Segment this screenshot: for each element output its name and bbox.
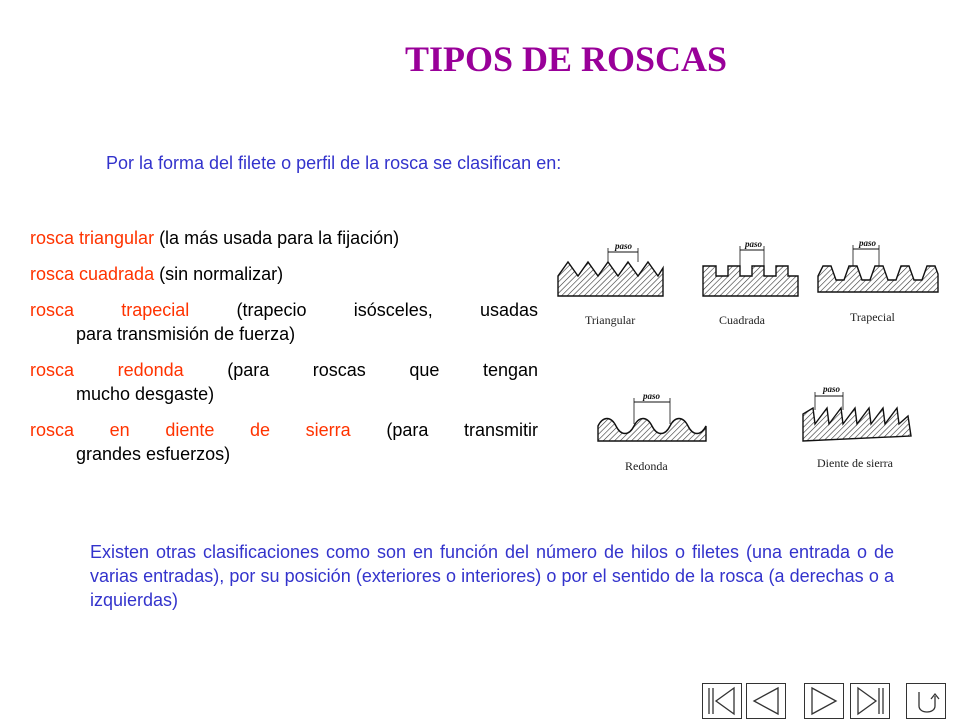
paso-label: paso: [823, 384, 841, 394]
item-description-continued: para transmisión de fuerza): [76, 324, 296, 344]
slide-navigation-bar: [702, 683, 950, 719]
paso-label: paso: [745, 239, 763, 249]
item-keyword: rosca trapecial: [30, 300, 190, 320]
caption-cuadrada: Cuadrada: [719, 313, 765, 327]
list-item: [30, 262, 538, 286]
buttress-profile: [803, 384, 911, 470]
item-description-continued: grandes esfuerzos): [76, 444, 231, 464]
item-description: (trapecio isósceles, usadas: [189, 300, 538, 320]
square-profile: [703, 239, 798, 327]
paso-label: paso: [643, 391, 661, 401]
list-item: [30, 226, 538, 250]
thread-type-list: [30, 226, 538, 466]
next-slide-icon: [805, 684, 843, 718]
list-item: [30, 298, 538, 322]
round-profile: [598, 391, 706, 473]
paso-label: paso: [859, 238, 877, 248]
paso-label: paso: [615, 241, 633, 251]
return-icon: [907, 684, 945, 718]
return-button[interactable]: [906, 683, 946, 719]
caption-redonda: Redonda: [625, 459, 668, 473]
thread-profiles-drawing: [553, 236, 945, 482]
slide-title: TIPOS DE ROSCAS: [404, 39, 728, 79]
item-description: (para transmitir: [350, 420, 538, 440]
list-item: [30, 358, 538, 382]
trapezoidal-profile: [818, 238, 938, 324]
intro-text: Por la forma del filete o perfil de la rosca se clasifican en:: [106, 153, 562, 173]
item-keyword: rosca triangular: [30, 228, 155, 248]
first-slide-button[interactable]: [702, 683, 742, 719]
item-description: (para roscas que tengan: [183, 360, 538, 380]
item-keyword: rosca cuadrada: [30, 264, 155, 284]
item-description: (la más usada para la fijación): [154, 228, 400, 248]
item-description: (sin normalizar): [154, 264, 284, 284]
previous-slide-icon: [747, 684, 785, 718]
previous-slide-button[interactable]: [746, 683, 786, 719]
caption-trapecial: Trapecial: [850, 310, 895, 324]
closing-paragraph: Existen otras clasificaciones como son en función del número de hilos o filetes (una entrada o de varias entradas), por su posición (exteriores o interiores) o por el sentido de la rosca (a derechas o a izquierdas): [90, 542, 894, 610]
caption-triangular: Triangular: [585, 313, 636, 327]
caption-diente-de-sierra: Diente de sierra: [817, 456, 893, 470]
item-keyword: rosca redonda: [30, 360, 184, 380]
item-description-continued: mucho desgaste): [76, 384, 215, 404]
next-slide-button[interactable]: [804, 683, 844, 719]
triangular-profile: [558, 241, 663, 327]
thread-profiles-figure: [553, 236, 945, 482]
last-slide-button[interactable]: [850, 683, 890, 719]
first-slide-icon: [703, 684, 741, 718]
last-slide-icon: [851, 684, 889, 718]
item-keyword: rosca en diente de sierra: [30, 420, 351, 440]
list-item: [30, 418, 538, 442]
